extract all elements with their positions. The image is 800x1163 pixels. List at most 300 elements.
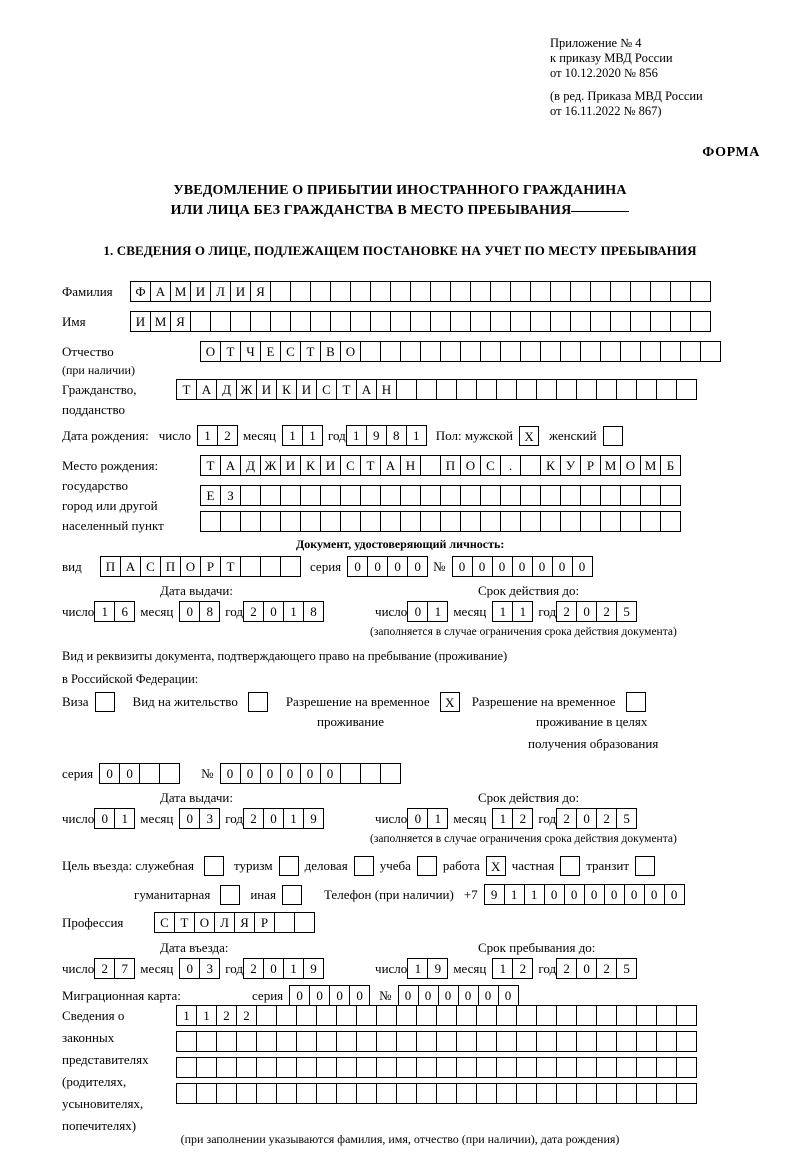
birth-country-cell[interactable]: П <box>440 455 461 476</box>
stay-series-cell[interactable] <box>139 763 160 784</box>
legal-rep-cell[interactable] <box>196 1057 217 1078</box>
birth-country-cell[interactable]: Б <box>660 455 681 476</box>
legal-rep-cell[interactable] <box>336 1057 357 1078</box>
surname-cell[interactable] <box>330 281 351 302</box>
checkbox-sex-female[interactable] <box>603 426 623 446</box>
birth-city-cell[interactable] <box>660 485 681 506</box>
surname-cell[interactable] <box>630 281 651 302</box>
surname-cell[interactable]: А <box>150 281 171 302</box>
stay-valid-year-boxes[interactable] <box>556 808 636 829</box>
citizenship-cell[interactable]: К <box>276 379 297 400</box>
checkbox-purpose-study[interactable] <box>417 856 437 876</box>
birth-city-cell[interactable] <box>480 511 501 532</box>
birth-city-cell[interactable] <box>540 485 561 506</box>
birth-city-cell[interactable] <box>400 485 421 506</box>
citizenship-cell[interactable] <box>456 379 477 400</box>
doc-issue-day-cell[interactable]: 6 <box>114 601 135 622</box>
legal-rep-cell[interactable] <box>236 1083 257 1104</box>
stay-issue-year-boxes[interactable] <box>243 808 323 829</box>
birth-city-cell[interactable] <box>620 485 641 506</box>
surname-cell[interactable] <box>510 281 531 302</box>
birth-city-cell[interactable] <box>480 485 501 506</box>
legal-rep-cell[interactable] <box>436 1031 457 1052</box>
legal-rep-cell[interactable] <box>296 1005 317 1026</box>
phone-cell[interactable]: 0 <box>604 884 625 905</box>
legal-rep-cell[interactable] <box>576 1031 597 1052</box>
profession-boxes[interactable] <box>154 912 314 933</box>
legal-rep-cell[interactable] <box>636 1031 657 1052</box>
stay-valid-month-cell[interactable]: 2 <box>512 808 533 829</box>
birth-city-cell[interactable] <box>300 511 321 532</box>
entry-month-cell[interactable]: 3 <box>199 958 220 979</box>
stay-valid-year-cell[interactable]: 0 <box>576 808 597 829</box>
birth-city-cell[interactable] <box>300 485 321 506</box>
stay-number-cell[interactable]: 0 <box>220 763 241 784</box>
doc-issue-day-boxes[interactable] <box>94 601 134 622</box>
birth-city-cell[interactable] <box>340 485 361 506</box>
legal-rep-cell[interactable] <box>456 1083 477 1104</box>
doc-kind-cell[interactable]: Т <box>220 556 241 577</box>
stay-issue-year-cell[interactable]: 0 <box>263 808 284 829</box>
birth-city-cell[interactable] <box>280 485 301 506</box>
name-cell[interactable] <box>490 311 511 332</box>
surname-cell[interactable] <box>310 281 331 302</box>
legal-rep-boxes-3[interactable] <box>176 1057 696 1078</box>
surname-cell[interactable] <box>610 281 631 302</box>
legal-rep-cell[interactable] <box>396 1031 417 1052</box>
stay-issue-year-cell[interactable]: 9 <box>303 808 324 829</box>
surname-cell[interactable] <box>470 281 491 302</box>
birth-city-cell[interactable] <box>500 511 521 532</box>
patronymic-cell[interactable]: С <box>280 341 301 362</box>
birth-year-cell[interactable]: 1 <box>406 425 427 446</box>
legal-rep-cell[interactable] <box>596 1057 617 1078</box>
legal-rep-cell[interactable] <box>516 1083 537 1104</box>
doc-valid-year-cell[interactable]: 0 <box>576 601 597 622</box>
checkbox-temp-residence[interactable]: X <box>440 692 460 712</box>
surname-cell[interactable] <box>390 281 411 302</box>
legal-rep-cell[interactable]: 1 <box>176 1005 197 1026</box>
legal-rep-cell[interactable] <box>536 1005 557 1026</box>
birth-country-cell[interactable]: Ж <box>260 455 281 476</box>
profession-cell[interactable] <box>274 912 295 933</box>
stay-number-cell[interactable] <box>360 763 381 784</box>
legal-rep-cell[interactable] <box>616 1031 637 1052</box>
birth-country-cell[interactable]: К <box>300 455 321 476</box>
citizenship-cell[interactable] <box>556 379 577 400</box>
legal-rep-cell[interactable] <box>256 1057 277 1078</box>
surname-boxes[interactable] <box>130 281 710 302</box>
patronymic-cell[interactable]: О <box>200 341 221 362</box>
name-cell[interactable] <box>290 311 311 332</box>
entry-year-cell[interactable]: 9 <box>303 958 324 979</box>
legal-rep-boxes-2[interactable] <box>176 1031 696 1052</box>
patronymic-cell[interactable] <box>360 341 381 362</box>
stay-valid-year-cell[interactable]: 2 <box>556 808 577 829</box>
birth-city-cell[interactable] <box>280 511 301 532</box>
birth-city-cell[interactable] <box>640 511 661 532</box>
legal-rep-cell[interactable] <box>616 1083 637 1104</box>
entry-year-boxes[interactable] <box>243 958 323 979</box>
patronymic-cell[interactable]: Т <box>300 341 321 362</box>
citizenship-cell[interactable] <box>396 379 417 400</box>
legal-rep-cell[interactable] <box>576 1005 597 1026</box>
citizenship-cell[interactable]: С <box>316 379 337 400</box>
name-boxes[interactable] <box>130 311 710 332</box>
legal-rep-cell[interactable] <box>216 1083 237 1104</box>
legal-rep-cell[interactable] <box>276 1057 297 1078</box>
legal-rep-cell[interactable] <box>476 1083 497 1104</box>
legal-rep-cell[interactable] <box>196 1083 217 1104</box>
birth-country-cell[interactable]: Д <box>240 455 261 476</box>
legal-rep-cell[interactable] <box>636 1083 657 1104</box>
legal-rep-cell[interactable] <box>676 1057 697 1078</box>
name-cell[interactable] <box>310 311 331 332</box>
patronymic-cell[interactable] <box>580 341 601 362</box>
surname-cell[interactable]: И <box>190 281 211 302</box>
legal-rep-cell[interactable] <box>316 1031 337 1052</box>
surname-cell[interactable] <box>690 281 711 302</box>
patronymic-cell[interactable] <box>480 341 501 362</box>
birth-city-cell[interactable] <box>260 511 281 532</box>
legal-rep-cell[interactable] <box>496 1005 517 1026</box>
legal-rep-cell[interactable] <box>276 1031 297 1052</box>
stay-number-cell[interactable] <box>340 763 361 784</box>
birth-city-cell[interactable] <box>200 511 221 532</box>
birth-country-cell[interactable]: Т <box>360 455 381 476</box>
legal-rep-cell[interactable] <box>676 1031 697 1052</box>
entry-month-cell[interactable]: 0 <box>179 958 200 979</box>
legal-rep-cell[interactable] <box>376 1005 397 1026</box>
birth-city-cell[interactable] <box>520 511 541 532</box>
name-cell[interactable] <box>190 311 211 332</box>
stay-valid-month-boxes[interactable] <box>492 808 532 829</box>
legal-rep-cell[interactable] <box>196 1031 217 1052</box>
doc-number-cell[interactable]: 0 <box>472 556 493 577</box>
legal-rep-cell[interactable] <box>396 1005 417 1026</box>
doc-number-cell[interactable]: 0 <box>492 556 513 577</box>
citizenship-cell[interactable]: Т <box>336 379 357 400</box>
legal-rep-cell[interactable] <box>376 1057 397 1078</box>
legal-rep-cell[interactable] <box>556 1083 577 1104</box>
surname-cell[interactable]: Я <box>250 281 271 302</box>
surname-cell[interactable] <box>490 281 511 302</box>
legal-rep-cell[interactable] <box>316 1057 337 1078</box>
doc-issue-year-cell[interactable]: 2 <box>243 601 264 622</box>
citizenship-cell[interactable] <box>576 379 597 400</box>
mig-series-cell[interactable]: 0 <box>289 985 310 1006</box>
legal-rep-cell[interactable] <box>276 1005 297 1026</box>
phone-cell[interactable]: 0 <box>644 884 665 905</box>
citizenship-cell[interactable]: Н <box>376 379 397 400</box>
legal-rep-cell[interactable] <box>376 1083 397 1104</box>
stay-number-cell[interactable] <box>380 763 401 784</box>
entry-year-cell[interactable]: 0 <box>263 958 284 979</box>
stayuntil-month-cell[interactable]: 1 <box>492 958 513 979</box>
doc-valid-year-boxes[interactable] <box>556 601 636 622</box>
birth-year-cell[interactable]: 8 <box>386 425 407 446</box>
doc-number-cell[interactable]: 0 <box>512 556 533 577</box>
legal-rep-cell[interactable] <box>596 1005 617 1026</box>
stay-series-cell[interactable]: 0 <box>99 763 120 784</box>
name-cell[interactable] <box>690 311 711 332</box>
citizenship-cell[interactable]: И <box>256 379 277 400</box>
doc-issue-month-boxes[interactable] <box>179 601 219 622</box>
birth-country-cell[interactable]: А <box>220 455 241 476</box>
phone-cell[interactable]: 0 <box>624 884 645 905</box>
entry-year-cell[interactable]: 1 <box>283 958 304 979</box>
birth-country-cell[interactable] <box>420 455 441 476</box>
entry-day-cell[interactable]: 7 <box>114 958 135 979</box>
patronymic-cell[interactable] <box>420 341 441 362</box>
citizenship-cell[interactable] <box>436 379 457 400</box>
citizenship-cell[interactable] <box>496 379 517 400</box>
mig-number-cell[interactable]: 0 <box>418 985 439 1006</box>
birth-city-cell[interactable] <box>220 511 241 532</box>
legal-rep-cell[interactable] <box>336 1031 357 1052</box>
doc-number-cell[interactable]: 0 <box>572 556 593 577</box>
doc-kind-cell[interactable]: П <box>100 556 121 577</box>
patronymic-cell[interactable]: Е <box>260 341 281 362</box>
birth-year-cell[interactable]: 1 <box>346 425 367 446</box>
patronymic-cell[interactable]: Т <box>220 341 241 362</box>
birth-country-cell[interactable]: . <box>500 455 521 476</box>
doc-number-cell[interactable]: 0 <box>552 556 573 577</box>
stay-number-boxes[interactable] <box>220 763 400 784</box>
stayuntil-day-cell[interactable]: 1 <box>407 958 428 979</box>
patronymic-cell[interactable] <box>380 341 401 362</box>
surname-cell[interactable] <box>590 281 611 302</box>
legal-rep-cell[interactable] <box>656 1005 677 1026</box>
birth-day-cell[interactable]: 2 <box>217 425 238 446</box>
phone-cell[interactable]: 1 <box>524 884 545 905</box>
birth-city-cell[interactable] <box>360 511 381 532</box>
birth-city-cell[interactable] <box>460 485 481 506</box>
birth-country-cell[interactable]: О <box>620 455 641 476</box>
checkbox-visa[interactable] <box>95 692 115 712</box>
birth-country-cell[interactable]: К <box>540 455 561 476</box>
birth-city-cell[interactable]: Е <box>200 485 221 506</box>
name-cell[interactable] <box>330 311 351 332</box>
stay-series-cell[interactable]: 0 <box>119 763 140 784</box>
birth-city-cell[interactable] <box>600 511 621 532</box>
legal-rep-cell[interactable] <box>516 1005 537 1026</box>
legal-rep-cell[interactable] <box>476 1005 497 1026</box>
legal-rep-cell[interactable] <box>556 1031 577 1052</box>
citizenship-cell[interactable] <box>616 379 637 400</box>
name-cell[interactable] <box>670 311 691 332</box>
mig-series-boxes[interactable] <box>289 985 369 1006</box>
doc-valid-day-cell[interactable]: 1 <box>427 601 448 622</box>
citizenship-cell[interactable] <box>636 379 657 400</box>
checkbox-purpose-tourism[interactable] <box>279 856 299 876</box>
name-cell[interactable] <box>410 311 431 332</box>
phone-cell[interactable]: 0 <box>544 884 565 905</box>
birth-city-cell[interactable] <box>540 511 561 532</box>
name-cell[interactable] <box>590 311 611 332</box>
birth-city-cell[interactable] <box>380 511 401 532</box>
stay-number-cell[interactable]: 0 <box>280 763 301 784</box>
patronymic-cell[interactable]: Ч <box>240 341 261 362</box>
citizenship-cell[interactable] <box>516 379 537 400</box>
doc-issue-month-cell[interactable]: 0 <box>179 601 200 622</box>
phone-boxes[interactable] <box>484 884 684 905</box>
stay-issue-month-boxes[interactable] <box>179 808 219 829</box>
mig-series-cell[interactable]: 0 <box>349 985 370 1006</box>
stay-number-cell[interactable]: 0 <box>260 763 281 784</box>
birth-country-cell[interactable]: М <box>600 455 621 476</box>
patronymic-cell[interactable] <box>440 341 461 362</box>
name-cell[interactable] <box>350 311 371 332</box>
birth-city-cell[interactable] <box>500 485 521 506</box>
checkbox-sex-male[interactable]: X <box>519 426 539 446</box>
name-cell[interactable] <box>510 311 531 332</box>
legal-rep-cell[interactable] <box>436 1083 457 1104</box>
birth-country-cell[interactable]: М <box>640 455 661 476</box>
stay-issue-month-cell[interactable]: 3 <box>199 808 220 829</box>
legal-rep-cell[interactable] <box>656 1031 677 1052</box>
birth-city-cell[interactable] <box>580 485 601 506</box>
entry-month-boxes[interactable] <box>179 958 219 979</box>
checkbox-purpose-other[interactable] <box>282 885 302 905</box>
mig-number-cell[interactable]: 0 <box>478 985 499 1006</box>
name-cell[interactable] <box>550 311 571 332</box>
legal-rep-cell[interactable] <box>616 1057 637 1078</box>
birth-city-cell[interactable] <box>560 511 581 532</box>
stay-valid-month-cell[interactable]: 1 <box>492 808 513 829</box>
checkbox-purpose-humanitarian[interactable] <box>220 885 240 905</box>
doc-issue-day-cell[interactable]: 1 <box>94 601 115 622</box>
birth-city-cell[interactable] <box>240 485 261 506</box>
legal-rep-cell[interactable] <box>376 1031 397 1052</box>
surname-cell[interactable] <box>370 281 391 302</box>
name-cell[interactable] <box>390 311 411 332</box>
phone-cell[interactable]: 0 <box>564 884 585 905</box>
doc-number-cell[interactable]: 0 <box>452 556 473 577</box>
legal-rep-cell[interactable] <box>616 1005 637 1026</box>
surname-cell[interactable] <box>290 281 311 302</box>
stay-valid-day-cell[interactable]: 0 <box>407 808 428 829</box>
stayuntil-month-boxes[interactable] <box>492 958 532 979</box>
birth-country-cell[interactable]: И <box>280 455 301 476</box>
mig-number-cell[interactable]: 0 <box>398 985 419 1006</box>
citizenship-cell[interactable]: А <box>196 379 217 400</box>
patronymic-cell[interactable] <box>680 341 701 362</box>
legal-rep-cell[interactable] <box>456 1005 477 1026</box>
birth-country-cell[interactable]: Н <box>400 455 421 476</box>
birth-city-cell[interactable] <box>380 485 401 506</box>
surname-cell[interactable] <box>270 281 291 302</box>
stayuntil-year-cell[interactable]: 2 <box>556 958 577 979</box>
legal-rep-cell[interactable]: 2 <box>236 1005 257 1026</box>
citizenship-cell[interactable] <box>416 379 437 400</box>
legal-rep-cell[interactable] <box>496 1031 517 1052</box>
stay-series-boxes[interactable] <box>99 763 179 784</box>
legal-rep-cell[interactable] <box>236 1031 257 1052</box>
profession-cell[interactable]: Я <box>234 912 255 933</box>
doc-valid-month-cell[interactable]: 1 <box>492 601 513 622</box>
patronymic-cell[interactable] <box>400 341 421 362</box>
stay-issue-day-boxes[interactable] <box>94 808 134 829</box>
phone-cell[interactable]: 0 <box>664 884 685 905</box>
name-cell[interactable] <box>450 311 471 332</box>
legal-rep-cell[interactable] <box>176 1031 197 1052</box>
stay-valid-day-boxes[interactable] <box>407 808 447 829</box>
legal-rep-cell[interactable] <box>416 1005 437 1026</box>
patronymic-cell[interactable] <box>520 341 541 362</box>
birth-day-cell[interactable]: 1 <box>197 425 218 446</box>
birth-city-cell[interactable] <box>560 485 581 506</box>
citizenship-boxes[interactable] <box>176 379 696 400</box>
surname-cell[interactable]: Л <box>210 281 231 302</box>
legal-rep-cell[interactable] <box>296 1031 317 1052</box>
legal-rep-cell[interactable] <box>676 1005 697 1026</box>
legal-rep-cell[interactable] <box>676 1083 697 1104</box>
phone-cell[interactable]: 9 <box>484 884 505 905</box>
birth-month-cell[interactable]: 1 <box>302 425 323 446</box>
name-cell[interactable] <box>530 311 551 332</box>
birth-city-boxes-2[interactable] <box>200 511 680 532</box>
citizenship-cell[interactable]: А <box>356 379 377 400</box>
birth-country-cell[interactable]: Т <box>200 455 221 476</box>
stay-issue-year-cell[interactable]: 1 <box>283 808 304 829</box>
birth-city-cell[interactable] <box>240 511 261 532</box>
surname-cell[interactable]: М <box>170 281 191 302</box>
doc-kind-cell[interactable] <box>260 556 281 577</box>
legal-rep-cell[interactable] <box>356 1005 377 1026</box>
stayuntil-year-cell[interactable]: 5 <box>616 958 637 979</box>
birth-city-cell[interactable] <box>320 485 341 506</box>
legal-rep-cell[interactable] <box>356 1057 377 1078</box>
birth-country-cell[interactable]: А <box>380 455 401 476</box>
birth-year-boxes[interactable] <box>346 425 426 446</box>
legal-rep-cell[interactable] <box>516 1057 537 1078</box>
name-cell[interactable] <box>610 311 631 332</box>
legal-rep-cell[interactable] <box>496 1083 517 1104</box>
citizenship-cell[interactable] <box>536 379 557 400</box>
legal-rep-cell[interactable] <box>536 1031 557 1052</box>
name-cell[interactable] <box>430 311 451 332</box>
patronymic-cell[interactable]: О <box>340 341 361 362</box>
checkbox-purpose-service[interactable] <box>204 856 224 876</box>
birth-country-cell[interactable]: У <box>560 455 581 476</box>
doc-issue-year-cell[interactable]: 1 <box>283 601 304 622</box>
mig-number-cell[interactable]: 0 <box>458 985 479 1006</box>
doc-kind-cell[interactable]: С <box>140 556 161 577</box>
legal-rep-cell[interactable] <box>216 1031 237 1052</box>
checkbox-purpose-work[interactable]: X <box>486 856 506 876</box>
legal-rep-cell[interactable] <box>236 1057 257 1078</box>
doc-valid-month-cell[interactable]: 1 <box>512 601 533 622</box>
patronymic-cell[interactable] <box>700 341 721 362</box>
legal-rep-cell[interactable] <box>416 1057 437 1078</box>
stayuntil-year-cell[interactable]: 0 <box>576 958 597 979</box>
patronymic-cell[interactable] <box>500 341 521 362</box>
birth-city-cell[interactable] <box>420 511 441 532</box>
legal-rep-cell[interactable] <box>296 1057 317 1078</box>
stayuntil-year-boxes[interactable] <box>556 958 636 979</box>
legal-rep-cell[interactable]: 1 <box>196 1005 217 1026</box>
patronymic-cell[interactable] <box>640 341 661 362</box>
birth-country-cell[interactable]: О <box>460 455 481 476</box>
legal-rep-cell[interactable] <box>576 1083 597 1104</box>
checkbox-purpose-business[interactable] <box>354 856 374 876</box>
name-cell[interactable] <box>210 311 231 332</box>
name-cell[interactable] <box>470 311 491 332</box>
stay-issue-day-cell[interactable]: 0 <box>94 808 115 829</box>
profession-cell[interactable]: О <box>194 912 215 933</box>
legal-rep-cell[interactable] <box>536 1083 557 1104</box>
